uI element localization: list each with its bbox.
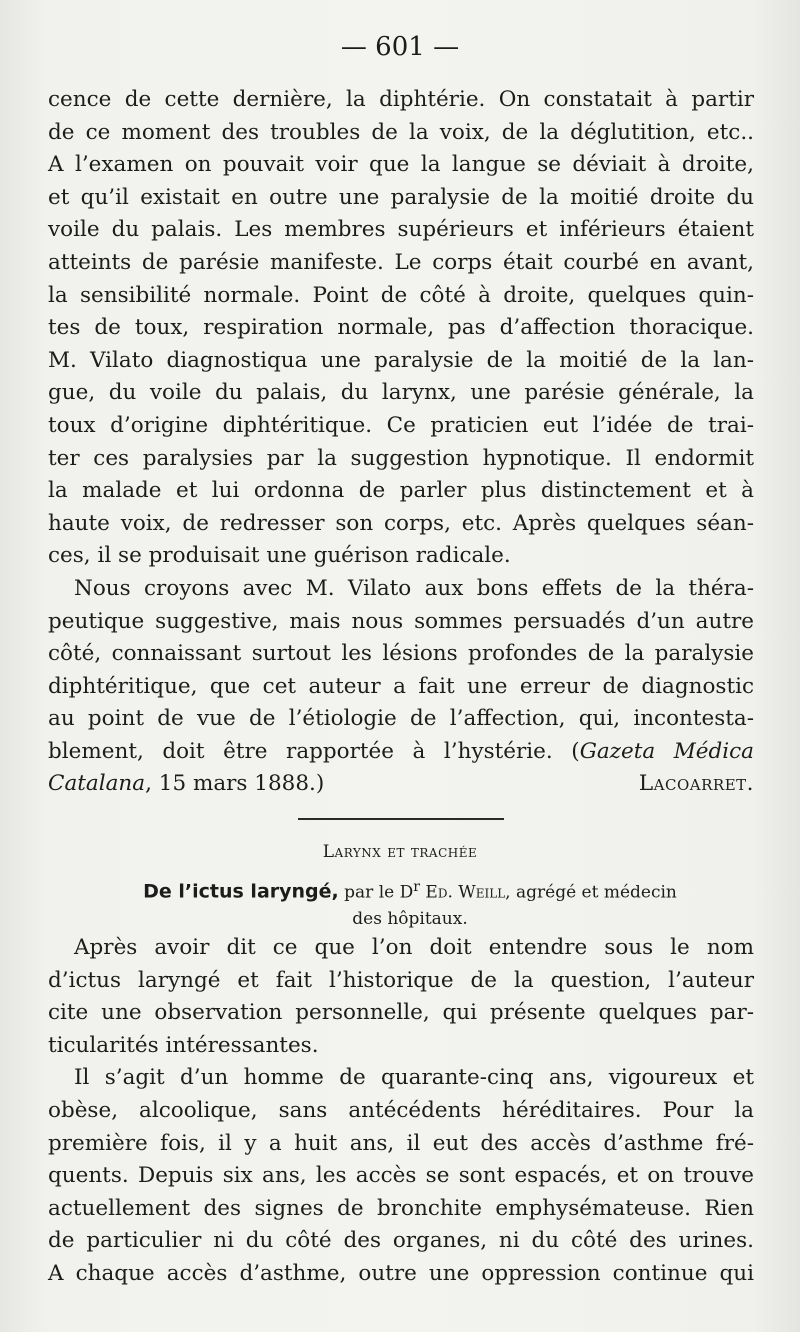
- text-line: ticularités intéressantes.: [48, 1032, 319, 1058]
- text-line: M. Vilato diagnostiqua une paralysie de la moitié de la lan-: [48, 347, 754, 373]
- text-line: ter ces paralysies par la suggestion hypnotique. Il endormit: [48, 445, 754, 471]
- text-fragment: blement, doit être rapportée à l’hystérie.: [48, 738, 553, 764]
- text-line: au point de vue de l’étiologie de l’affection, qui, incontesta-: [48, 706, 754, 732]
- text-line: ces, il se produisait une guérison radicale.: [48, 543, 511, 569]
- section-heading: Larynx et trachée: [322, 842, 478, 862]
- text-line: première fois, il y a huit ans, il eut des accès d’asthme fré-: [48, 1130, 754, 1156]
- section-divider: [298, 818, 504, 820]
- article-body-top: [48, 84, 754, 801]
- paren-open: (: [552, 738, 580, 764]
- text-line: atteints de parésie manifeste. Le corps était courbé en avant,: [48, 249, 754, 275]
- article-body-bottom: [48, 932, 754, 1291]
- article-heading: [100, 874, 720, 932]
- text-line: tes de toux, respiration normale, pas d’affection thoracique.: [48, 315, 754, 341]
- text-line: d’ictus laryngé et fait l’historique de la question, l’auteur: [48, 967, 754, 993]
- text-line: A chaque accès d’asthme, outre une oppression continue qui: [48, 1260, 754, 1286]
- text-line: diphtéritique, que cet auteur a fait une erreur de diagnostic: [48, 673, 754, 699]
- text-line: Après avoir dit ce que l’on doit entendre sous le nom: [74, 935, 754, 960]
- text-line: Nous croyons avec M. Vilato aux bons effets de la théra-: [74, 575, 754, 601]
- citation-line-2: [48, 768, 754, 801]
- author-name: Ed. Weill,: [420, 882, 511, 903]
- citation-date: , 15 mars 1888.): [145, 771, 325, 797]
- text-line: voile du palais. Les membres supérieurs et inférieurs étaient: [48, 217, 754, 243]
- byline-prefix: par le D: [338, 882, 414, 903]
- byline-suffix: agrégé et médecin: [510, 882, 677, 903]
- text-line: haute voix, de redresser son corps, etc. Après quelques séan-: [48, 510, 754, 536]
- text-line: gue, du voile du palais, du larynx, une parésie générale, la: [48, 380, 754, 406]
- text-line: actuellement des signes de bronchite emphysémateuse. Rien: [48, 1195, 754, 1221]
- text-line: peutique suggestive, mais nous sommes persuadés d’un autre: [48, 608, 754, 634]
- byline-sup: r: [413, 879, 421, 895]
- text-line: la sensibilité normale. Point de côté à droite, quelques quin-: [48, 282, 754, 308]
- text-line: la malade et lui ordonna de parler plus distinctement et à: [48, 478, 754, 504]
- text-line: obèse, alcoolique, sans antécédents héréditaires. Pour la: [48, 1097, 754, 1123]
- citation-line-1: [48, 736, 754, 769]
- text-line: toux d’origine diphtéritique. Ce praticien eut l’idée de trai-: [48, 412, 754, 438]
- text-line: de ce moment des troubles de la voix, de la déglutition, etc..: [48, 119, 754, 145]
- text-line: Il s’agit d’un homme de quarante-cinq ans, vigoureux et: [74, 1065, 754, 1091]
- text-line: et qu’il existait en outre une paralysie de la moitié droite du: [48, 184, 754, 210]
- journal-name: Gazeta Médica: [579, 738, 754, 764]
- text-line: côté, connaissant surtout les lésions profondes de la paralysie: [48, 641, 754, 667]
- text-line: quents. Depuis six ans, les accès se sont espacés, et on trouve: [48, 1163, 754, 1189]
- text-line: de particulier ni du côté des organes, ni du côté des urines.: [48, 1228, 754, 1254]
- text-line: cence de cette dernière, la diphtérie. On constatait à partir: [48, 87, 754, 112]
- page-number: — 601 —: [340, 32, 460, 62]
- article-title: De l’ictus laryngé,: [143, 880, 339, 903]
- journal-name-cont: Catalana: [48, 771, 146, 797]
- text-line: A l’examen on pouvait voir que la langue se déviait à droite,: [48, 152, 754, 178]
- byline-line-2: des hôpitaux.: [352, 908, 468, 929]
- text-line: cite une observation personnelle, qui présente quelques par-: [48, 1000, 754, 1026]
- signature: Lacoarret.: [638, 771, 754, 797]
